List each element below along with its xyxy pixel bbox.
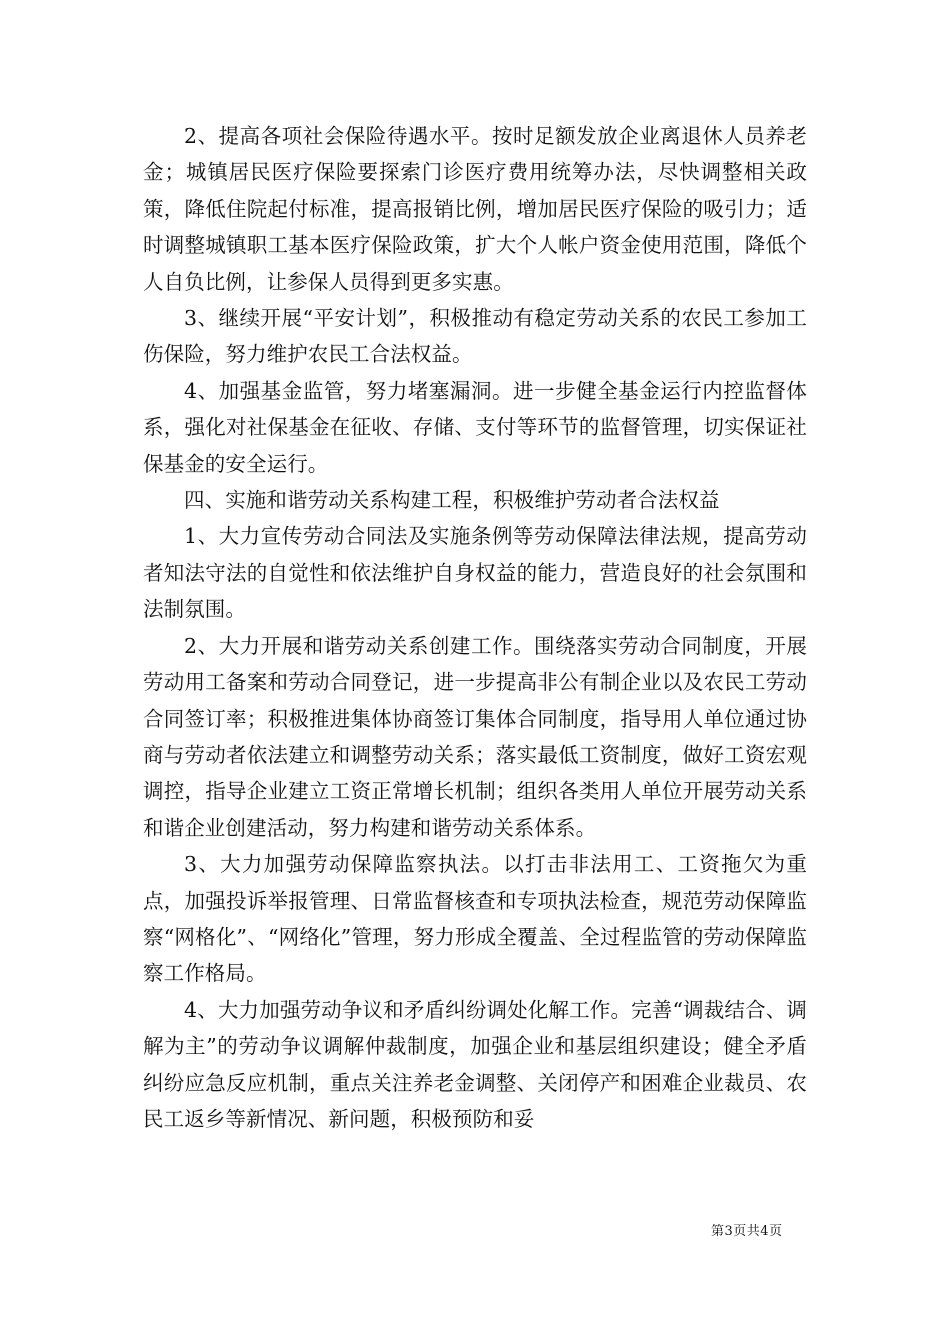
- section-heading-labor-relations: 四、实施和谐劳动关系构建工程，积极维护劳动者合法权益: [184, 488, 720, 513]
- paragraph-safety-plan: 3、继续开展“平安计划”，积极推动有稳定劳动关系的农民工参加工伤保险，努力维护农民工合法权益。: [143, 306, 807, 367]
- page-number-footer: 第3页共4页: [711, 1224, 783, 1239]
- paragraph-labor-law-publicity: 1、大力宣传劳动合同法及实施条例等劳动保障法律法规，提高劳动者知法守法的自觉性和依法维护自身权益的能力，营造良好的社会氛围和法制氛围。: [143, 524, 807, 622]
- paragraph-fund-supervision: 4、加强基金监管，努力堵塞漏洞。进一步健全基金运行内控监督体系，强化对社保基金在征收、存储、支付等环节的监督管理，切实保证社保基金的安全运行。: [143, 378, 807, 476]
- paragraph-labor-dispute-mediation: 4、大力加强劳动争议和矛盾纠纷调处化解工作。完善“调裁结合、调解为主”的劳动争议调解仲裁制度，加强企业和基层组织建设；健全矛盾纠纷应急反应机制，重点关注养老金调整、关闭停产和困难企业裁员、农民工返乡等新情况、新问题，积极预防和妥: [143, 997, 807, 1131]
- paragraph-harmonious-labor-relations: 2、大力开展和谐劳动关系创建工作。围绕落实劳动合同制度，开展劳动用工备案和劳动合同登记，进一步提高非公有制企业以及农民工劳动合同签订率；积极推进集体协商签订集体合同制度，指导用人单位通过协商与劳动者依法建立和调整劳动关系；落实最低工资制度，做好工资宏观调控，指导企业建立工资正常增长机制；组织各类用人单位开展劳动关系和谐企业创建活动，努力构建和谐劳动关系体系。: [143, 633, 807, 840]
- paragraph-social-insurance-benefits: 2、提高各项社会保险待遇水平。按时足额发放企业离退休人员养老金；城镇居民医疗保险要探索门诊医疗费用统筹办法，尽快调整相关政策，降低住院起付标准，提高报销比例，增加居民医疗保险的吸引力；适时调整城镇职工基本医疗保险政策，扩大个人帐户资金使用范围，降低个人自负比例，让参保人员得到更多实惠。: [143, 124, 807, 294]
- document-body: [143, 118, 807, 1137]
- paragraph-labor-inspection: 3、大力加强劳动保障监察执法。以打击非法用工、工资拖欠为重点，加强投诉举报管理、日常监督核查和专项执法检查，规范劳动保障监察“网格化”、“网络化”管理，努力形成全覆盖、全过程监管的劳动保障监察工作格局。: [143, 852, 807, 986]
